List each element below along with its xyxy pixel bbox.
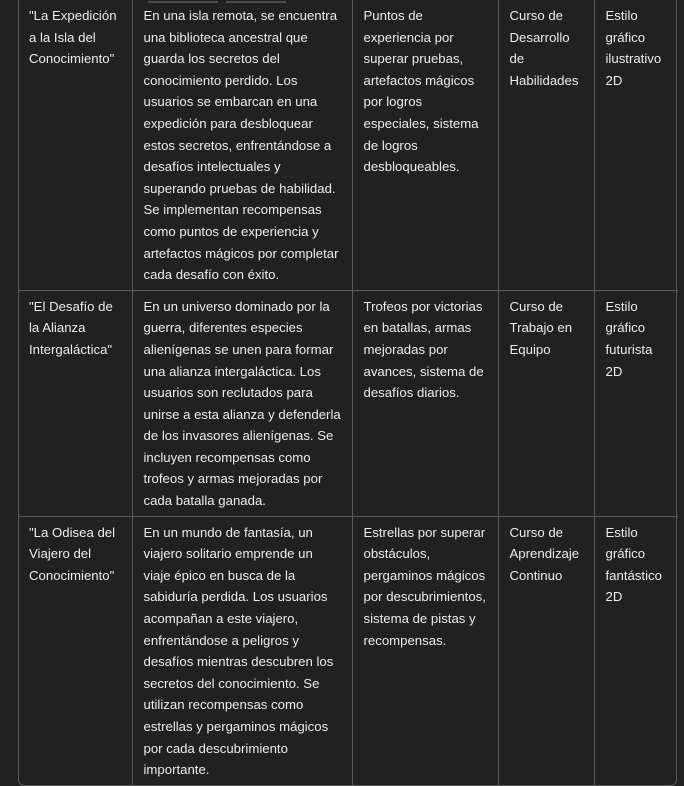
- cell-description: En un universo dominado por la guerra, diferentes especies alienígenas se unen para formar una alianza intergaláctica. Los usuarios son reclutados para unirse a esta alianza y defenderla de los invasores alienígenas. Se incluyen recompensas como trofeos y armas mejoradas por cada batalla ganada.: [132, 290, 352, 516]
- cell-rewards: Puntos de experiencia por superar pruebas, artefactos mágicos por logros especiales, sistema de logros desbloqueables.: [352, 0, 498, 290]
- cell-course: Curso de Trabajo en Equipo: [498, 290, 594, 516]
- clipped-text-fragment: [148, 1, 218, 3]
- cell-rewards: Trofeos por victorias en batallas, armas mejoradas por avances, sistema de desafíos diarios.: [352, 290, 498, 516]
- cell-title: "El Desafío de la Alianza Intergaláctica": [19, 290, 132, 516]
- cell-style: Estilo gráfico futurista 2D: [594, 290, 678, 516]
- cell-description: En un mundo de fantasía, un viajero solitario emprende un viaje épico en busca de la sabiduría perdida. Los usuarios acompañan a este viajero, enfrentándose a peligros y desafíos mientras descubren los secretos del conocimiento. Se utilizan recompensas como estrellas y pergaminos mágicos por cada descubrimiento importante.: [132, 516, 352, 785]
- cell-course: Curso de Aprendizaje Continuo: [498, 516, 594, 785]
- cell-rewards: Estrellas por superar obstáculos, pergaminos mágicos por descubrimientos, sistema de pistas y recompensas.: [352, 516, 498, 785]
- clipped-text-fragment: [226, 1, 286, 3]
- cell-title: "La Odisea del Viajero del Conocimiento": [19, 516, 132, 785]
- table-row: [19, 516, 678, 785]
- cell-course: Curso de Desarrollo de Habilidades: [498, 0, 594, 290]
- ideas-table: [19, 0, 678, 785]
- cell-title: "La Expedición a la Isla del Conocimiento": [19, 0, 132, 290]
- gamification-table: [18, 0, 677, 786]
- table-row: [19, 290, 678, 516]
- cell-style: Estilo gráfico ilustrativo 2D: [594, 0, 678, 290]
- cell-style: Estilo gráfico fantástico 2D: [594, 516, 678, 785]
- table-row: [19, 0, 678, 290]
- cell-description: En una isla remota, se encuentra una biblioteca ancestral que guarda los secretos del conocimiento perdido. Los usuarios se embarcan en una expedición para desbloquear estos secretos, enfrentándose a desafíos intelectuales y superando pruebas de habilidad. Se implementan recompensas como puntos de experiencia y artefactos mágicos por completar cada desafío con éxito.: [132, 0, 352, 290]
